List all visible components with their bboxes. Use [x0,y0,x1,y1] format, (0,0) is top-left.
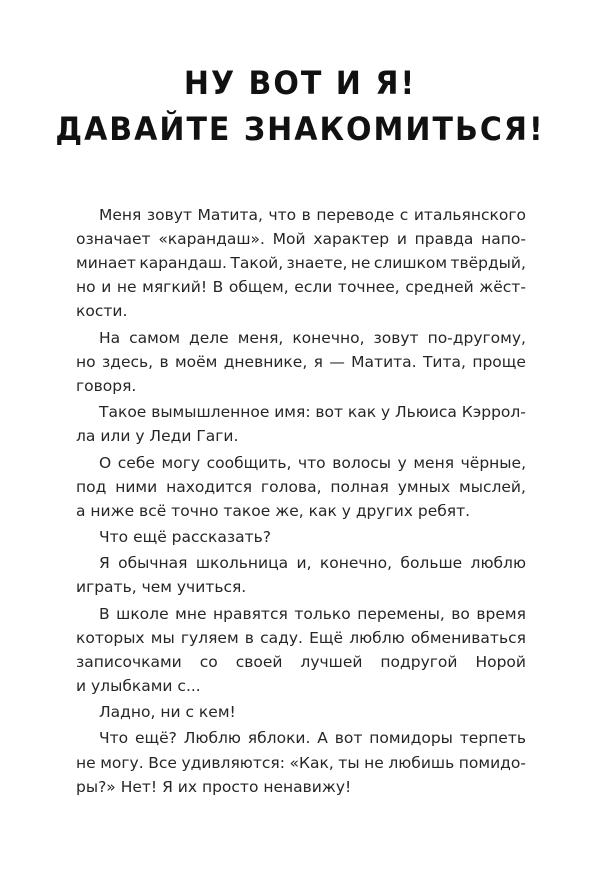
text-line: а ниже всё точно такое же, как у других ребят. [76,501,471,520]
paragraph [76,451,526,523]
chapter-title-line-1: НУ ВОТ И Я! [183,64,417,103]
text-line: Что ещё рассказать? [99,527,272,546]
text-line: кости. [76,302,128,321]
text-line: и улыбками с... [76,676,201,695]
paragraph [76,602,526,698]
paragraph [76,400,526,448]
text-line: ла или у Леди Гаги. [76,427,239,446]
text-line: ры?» Нет! Я их просто ненавижу! [76,777,352,796]
text-line: минает карандаш. Такой, знаете, не слишком твёрдый, [76,254,526,273]
text-line: Ладно, ни с кем! [99,703,236,722]
text-line: играть, чем учиться. [76,578,247,597]
text-line: На самом деле меня, конечно, зовут по-другому, [99,328,526,347]
text-line: Что ещё? Люблю яблоки. А вот помидоры терпеть [99,729,526,748]
paragraph [76,525,526,549]
text-line: которых мы гуляем в саду. Ещё люблю обмениваться [76,628,526,647]
text-line: но здесь, в моём дневнике, я — Матита. Тита, проще [76,352,526,371]
text-line: Такое вымышленное имя: вот как у Льюиса Кэррол- [99,403,526,422]
chapter-title-line-2: ДАВАЙТЕ ЗНАКОМИТЬСЯ! [55,110,545,149]
paragraph [76,726,526,798]
text-line: Меня зовут Матита, что в переводе с итальянского [99,206,526,224]
paragraph [76,326,526,398]
text-line: но и не мягкий! В общем, если точнее, средней жёст- [76,278,526,297]
paragraph [76,203,526,323]
text-line: не могу. Все удивляются: «Как, ты не любишь помидо- [76,753,526,772]
text-line: под ними находится голова, полная умных мыслей, [76,477,526,496]
paragraph [76,700,526,724]
text-line: О себе могу сообщить, что волосы у меня чёрные, [99,453,526,472]
paragraph [76,551,526,599]
body-text [76,203,526,799]
text-line: Я обычная школьница и, конечно, больше люблю [99,554,526,573]
text-line: записочками со своей лучшей подругой Норой [76,652,526,671]
text-line: означает «карандаш». Мой характер и правда напо- [76,230,526,249]
text-line: говоря. [76,376,137,395]
text-line: В школе мне нравятся только перемены, во время [99,604,526,623]
